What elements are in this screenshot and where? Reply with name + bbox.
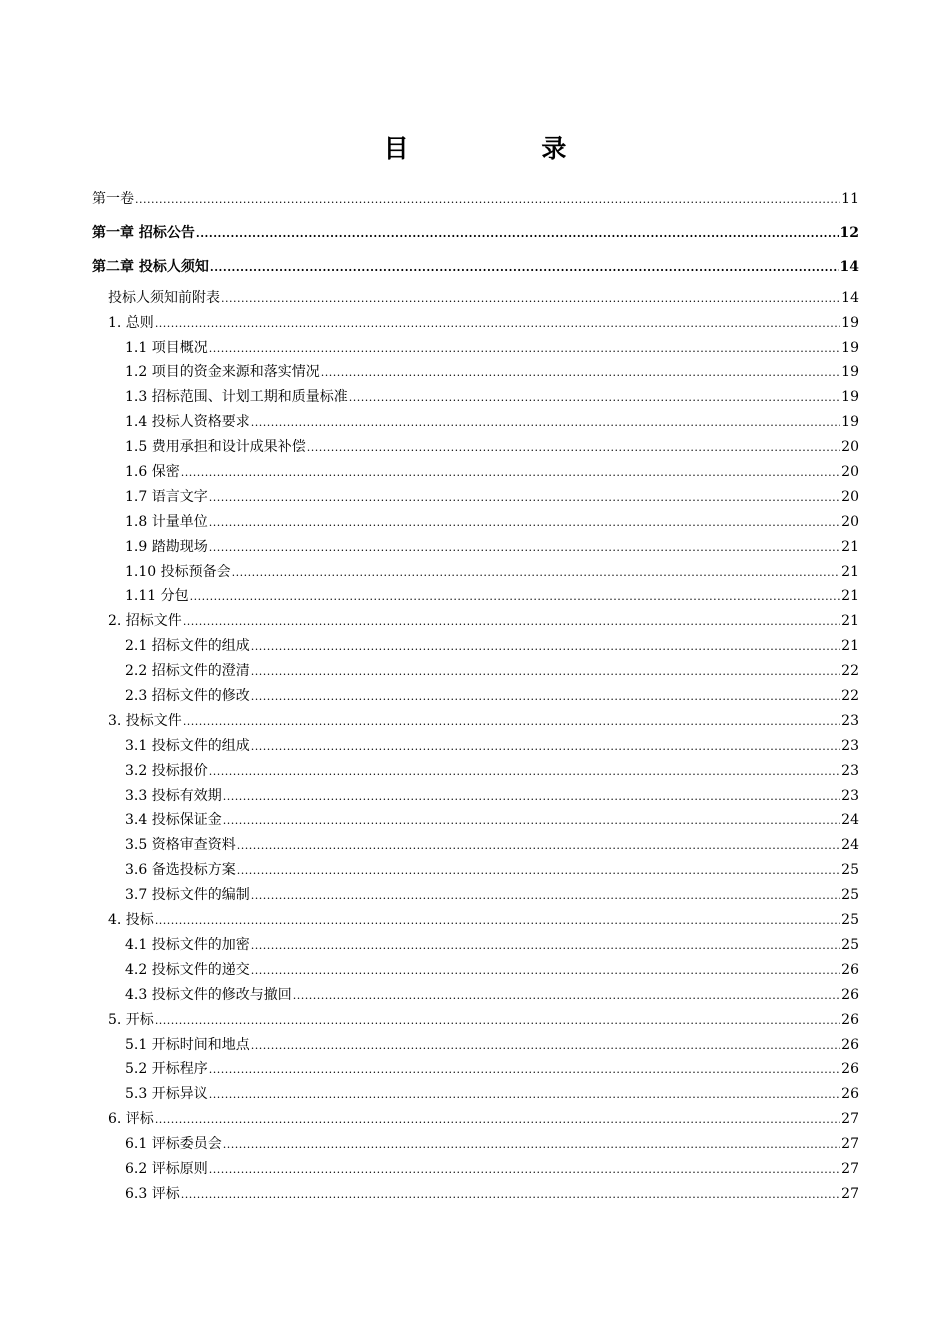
toc-entry-page-number: 23: [841, 787, 859, 804]
toc-dot-leader: [190, 591, 841, 602]
toc-entry-label: 1.4 投标人资格要求: [125, 414, 250, 431]
toc-dot-leader: [209, 542, 840, 553]
toc-entry-label: 4. 投标: [108, 912, 154, 929]
toc-entry[interactable]: [92, 780, 859, 805]
toc-entry-label: 1.9 踏勘现场: [125, 538, 208, 555]
toc-entry-label: 1.2 项目的资金来源和落实情况: [125, 364, 320, 381]
toc-entry[interactable]: [92, 381, 859, 406]
toc-entry[interactable]: [92, 630, 859, 655]
page-title: 目 录: [383, 134, 629, 163]
toc-entry-page-number: 26: [841, 986, 859, 1003]
toc-dot-leader: [155, 1015, 840, 1026]
toc-entry-label: 5. 开标: [108, 1011, 154, 1028]
toc-entry[interactable]: [92, 755, 859, 780]
toc-entry[interactable]: [92, 531, 859, 556]
toc-entry[interactable]: [92, 332, 859, 357]
toc-entry-label: 1.1 项目概况: [125, 339, 208, 356]
toc-entry-label: 3.6 备选投标方案: [125, 862, 236, 879]
toc-dot-leader: [196, 228, 839, 239]
toc-entry-page-number: 26: [841, 1061, 859, 1078]
toc-entry-page-number: 23: [841, 762, 859, 779]
toc-entry[interactable]: [92, 1078, 859, 1103]
toc-dot-leader: [251, 417, 840, 428]
toc-entry[interactable]: [92, 879, 859, 904]
toc-entry-label: 第一卷: [92, 190, 134, 207]
toc-dot-leader: [183, 716, 840, 727]
toc-dot-leader: [209, 766, 840, 777]
toc-entry-page-number: 27: [841, 1111, 859, 1128]
toc-dot-leader: [210, 262, 839, 273]
toc-entry-page-number: 20: [841, 513, 859, 530]
toc-entry-page-number: 22: [841, 663, 859, 680]
toc-entry[interactable]: [92, 506, 859, 531]
table-of-contents: [92, 183, 859, 1203]
toc-dot-leader: [251, 641, 840, 652]
toc-entry-page-number: 11: [841, 190, 859, 207]
toc-entry-label: 1.6 保密: [125, 464, 180, 481]
toc-entry-label: 6.2 评标原则: [125, 1160, 208, 1177]
toc-entry-label: 6.1 评标委员会: [125, 1136, 222, 1153]
toc-entry-page-number: 25: [841, 912, 859, 929]
toc-dot-leader: [183, 616, 840, 627]
toc-entry-label: 投标人须知前附表: [108, 289, 220, 306]
toc-entry[interactable]: [92, 456, 859, 481]
toc-entry-label: 5.3 开标异议: [125, 1086, 208, 1103]
toc-entry-label: 1.3 招标范围、计划工期和质量标准: [125, 389, 348, 406]
toc-entry-label: 3. 投标文件: [108, 712, 182, 729]
toc-entry-page-number: 19: [841, 364, 859, 381]
toc-entry-label: 6.3 评标: [125, 1185, 180, 1202]
toc-dot-leader: [251, 741, 840, 752]
toc-dot-leader: [251, 965, 840, 976]
toc-entry-label: 4.2 投标文件的递交: [125, 961, 250, 978]
toc-entry-label: 1.11 分包: [125, 588, 189, 605]
toc-entry-page-number: 14: [841, 289, 859, 306]
toc-entry-page-number: 12: [839, 224, 859, 241]
toc-entry-label: 4.3 投标文件的修改与撤回: [125, 986, 292, 1003]
toc-entry-label: 5.2 开标程序: [125, 1061, 208, 1078]
toc-entry-label: 2.2 招标文件的澄清: [125, 663, 250, 680]
toc-entry[interactable]: [92, 829, 859, 854]
toc-dot-leader: [181, 1189, 840, 1200]
toc-entry[interactable]: [92, 431, 859, 456]
toc-entry-page-number: 21: [841, 588, 859, 605]
toc-entry[interactable]: [92, 929, 859, 954]
toc-entry[interactable]: [92, 805, 859, 830]
toc-dot-leader: [209, 492, 840, 503]
toc-entry-page-number: 27: [841, 1185, 859, 1202]
toc-entry-page-number: 21: [841, 613, 859, 630]
toc-dot-leader: [223, 1139, 840, 1150]
toc-entry-page-number: 19: [841, 314, 859, 331]
toc-dot-leader: [181, 467, 840, 478]
toc-entry-page-number: 21: [841, 538, 859, 555]
toc-entry-page-number: 19: [841, 339, 859, 356]
toc-entry[interactable]: [92, 904, 859, 929]
toc-entry-label: 2.1 招标文件的组成: [125, 638, 250, 655]
toc-entry-page-number: 23: [841, 712, 859, 729]
toc-dot-leader: [223, 815, 840, 826]
toc-entry-label: 5.1 开标时间和地点: [125, 1036, 250, 1053]
toc-entry-label: 3.3 投标有效期: [125, 787, 222, 804]
toc-dot-leader: [209, 1164, 840, 1175]
toc-entry[interactable]: [92, 705, 859, 730]
toc-entry[interactable]: [92, 605, 859, 630]
toc-dot-leader: [251, 940, 840, 951]
toc-entry[interactable]: [92, 183, 859, 208]
toc-dot-leader: [237, 840, 840, 851]
toc-dot-leader: [321, 367, 840, 378]
toc-entry-page-number: 27: [841, 1160, 859, 1177]
toc-entry-page-number: 26: [841, 1036, 859, 1053]
toc-dot-leader: [232, 567, 841, 578]
toc-entry[interactable]: [92, 1103, 859, 1128]
toc-entry-page-number: 21: [841, 563, 859, 580]
toc-entry-page-number: 26: [841, 961, 859, 978]
toc-dot-leader: [293, 990, 840, 1001]
toc-entry-label: 4.1 投标文件的加密: [125, 936, 250, 953]
toc-dot-leader: [251, 691, 840, 702]
toc-entry-label: 2.3 招标文件的修改: [125, 688, 250, 705]
toc-entry[interactable]: [92, 1054, 859, 1079]
toc-entry[interactable]: [92, 680, 859, 705]
toc-entry-label: 1.5 费用承担和设计成果补偿: [125, 439, 306, 456]
toc-entry-page-number: 24: [841, 812, 859, 829]
toc-dot-leader: [209, 1064, 840, 1075]
toc-dot-leader: [349, 392, 840, 403]
toc-entry[interactable]: [92, 1029, 859, 1054]
toc-entry-label: 3.7 投标文件的编制: [125, 887, 250, 904]
toc-entry-label: 3.4 投标保证金: [125, 812, 222, 829]
toc-dot-leader: [155, 1114, 840, 1125]
toc-entry-page-number: 27: [841, 1136, 859, 1153]
toc-entry-page-number: 20: [841, 439, 859, 456]
toc-entry[interactable]: [92, 1153, 859, 1178]
toc-entry-page-number: 20: [841, 464, 859, 481]
toc-entry[interactable]: [92, 208, 859, 242]
toc-dot-leader: [209, 343, 840, 354]
toc-entry-label: 1.8 计量单位: [125, 513, 208, 530]
toc-entry-page-number: 24: [841, 837, 859, 854]
toc-entry[interactable]: [92, 357, 859, 382]
toc-dot-leader: [251, 666, 840, 677]
toc-entry-page-number: 19: [841, 414, 859, 431]
toc-entry[interactable]: [92, 1004, 859, 1029]
toc-dot-leader: [251, 890, 840, 901]
toc-dot-leader: [209, 1089, 840, 1100]
toc-entry[interactable]: [92, 481, 859, 506]
toc-entry[interactable]: [92, 954, 859, 979]
toc-dot-leader: [223, 791, 840, 802]
toc-entry[interactable]: [92, 1128, 859, 1153]
toc-dot-leader: [155, 915, 840, 926]
toc-entry-label: 第二章 投标人须知: [92, 258, 209, 275]
toc-entry-label: 1.10 投标预备会: [125, 563, 231, 580]
toc-dot-leader: [155, 318, 840, 329]
toc-dot-leader: [135, 194, 840, 205]
toc-entry[interactable]: [92, 242, 859, 276]
toc-entry-page-number: 25: [841, 862, 859, 879]
toc-entry-label: 3.5 资格审查资料: [125, 837, 236, 854]
toc-entry-label: 第一章 招标公告: [92, 224, 195, 241]
toc-entry[interactable]: [92, 406, 859, 431]
toc-entry[interactable]: [92, 307, 859, 332]
toc-entry-label: 1. 总则: [108, 314, 154, 331]
toc-entry-page-number: 19: [841, 389, 859, 406]
toc-entry[interactable]: [92, 556, 859, 581]
toc-entry-label: 3.2 投标报价: [125, 762, 208, 779]
toc-entry-label: 6. 评标: [108, 1111, 154, 1128]
toc-entry[interactable]: [92, 1178, 859, 1203]
toc-dot-leader: [307, 442, 840, 453]
toc-entry[interactable]: [92, 655, 859, 680]
toc-entry-page-number: 23: [841, 737, 859, 754]
toc-entry-label: 2. 招标文件: [108, 613, 182, 630]
toc-entry-label: 3.1 投标文件的组成: [125, 737, 250, 754]
toc-entry[interactable]: [92, 581, 859, 606]
toc-dot-leader: [251, 1040, 840, 1051]
toc-dot-leader: [237, 865, 840, 876]
toc-entry-page-number: 26: [841, 1011, 859, 1028]
toc-dot-leader: [221, 293, 840, 304]
toc-entry-page-number: 22: [841, 688, 859, 705]
toc-entry-page-number: 26: [841, 1086, 859, 1103]
toc-entry[interactable]: [92, 854, 859, 879]
toc-entry-label: 1.7 语言文字: [125, 488, 208, 505]
toc-entry[interactable]: [92, 282, 859, 307]
toc-entry-page-number: 20: [841, 488, 859, 505]
toc-entry-page-number: 14: [839, 258, 859, 275]
toc-entry-page-number: 25: [841, 936, 859, 953]
toc-entry-page-number: 25: [841, 887, 859, 904]
toc-entry[interactable]: [92, 979, 859, 1004]
toc-entry[interactable]: [92, 730, 859, 755]
toc-dot-leader: [209, 517, 840, 528]
toc-entry-page-number: 21: [841, 638, 859, 655]
